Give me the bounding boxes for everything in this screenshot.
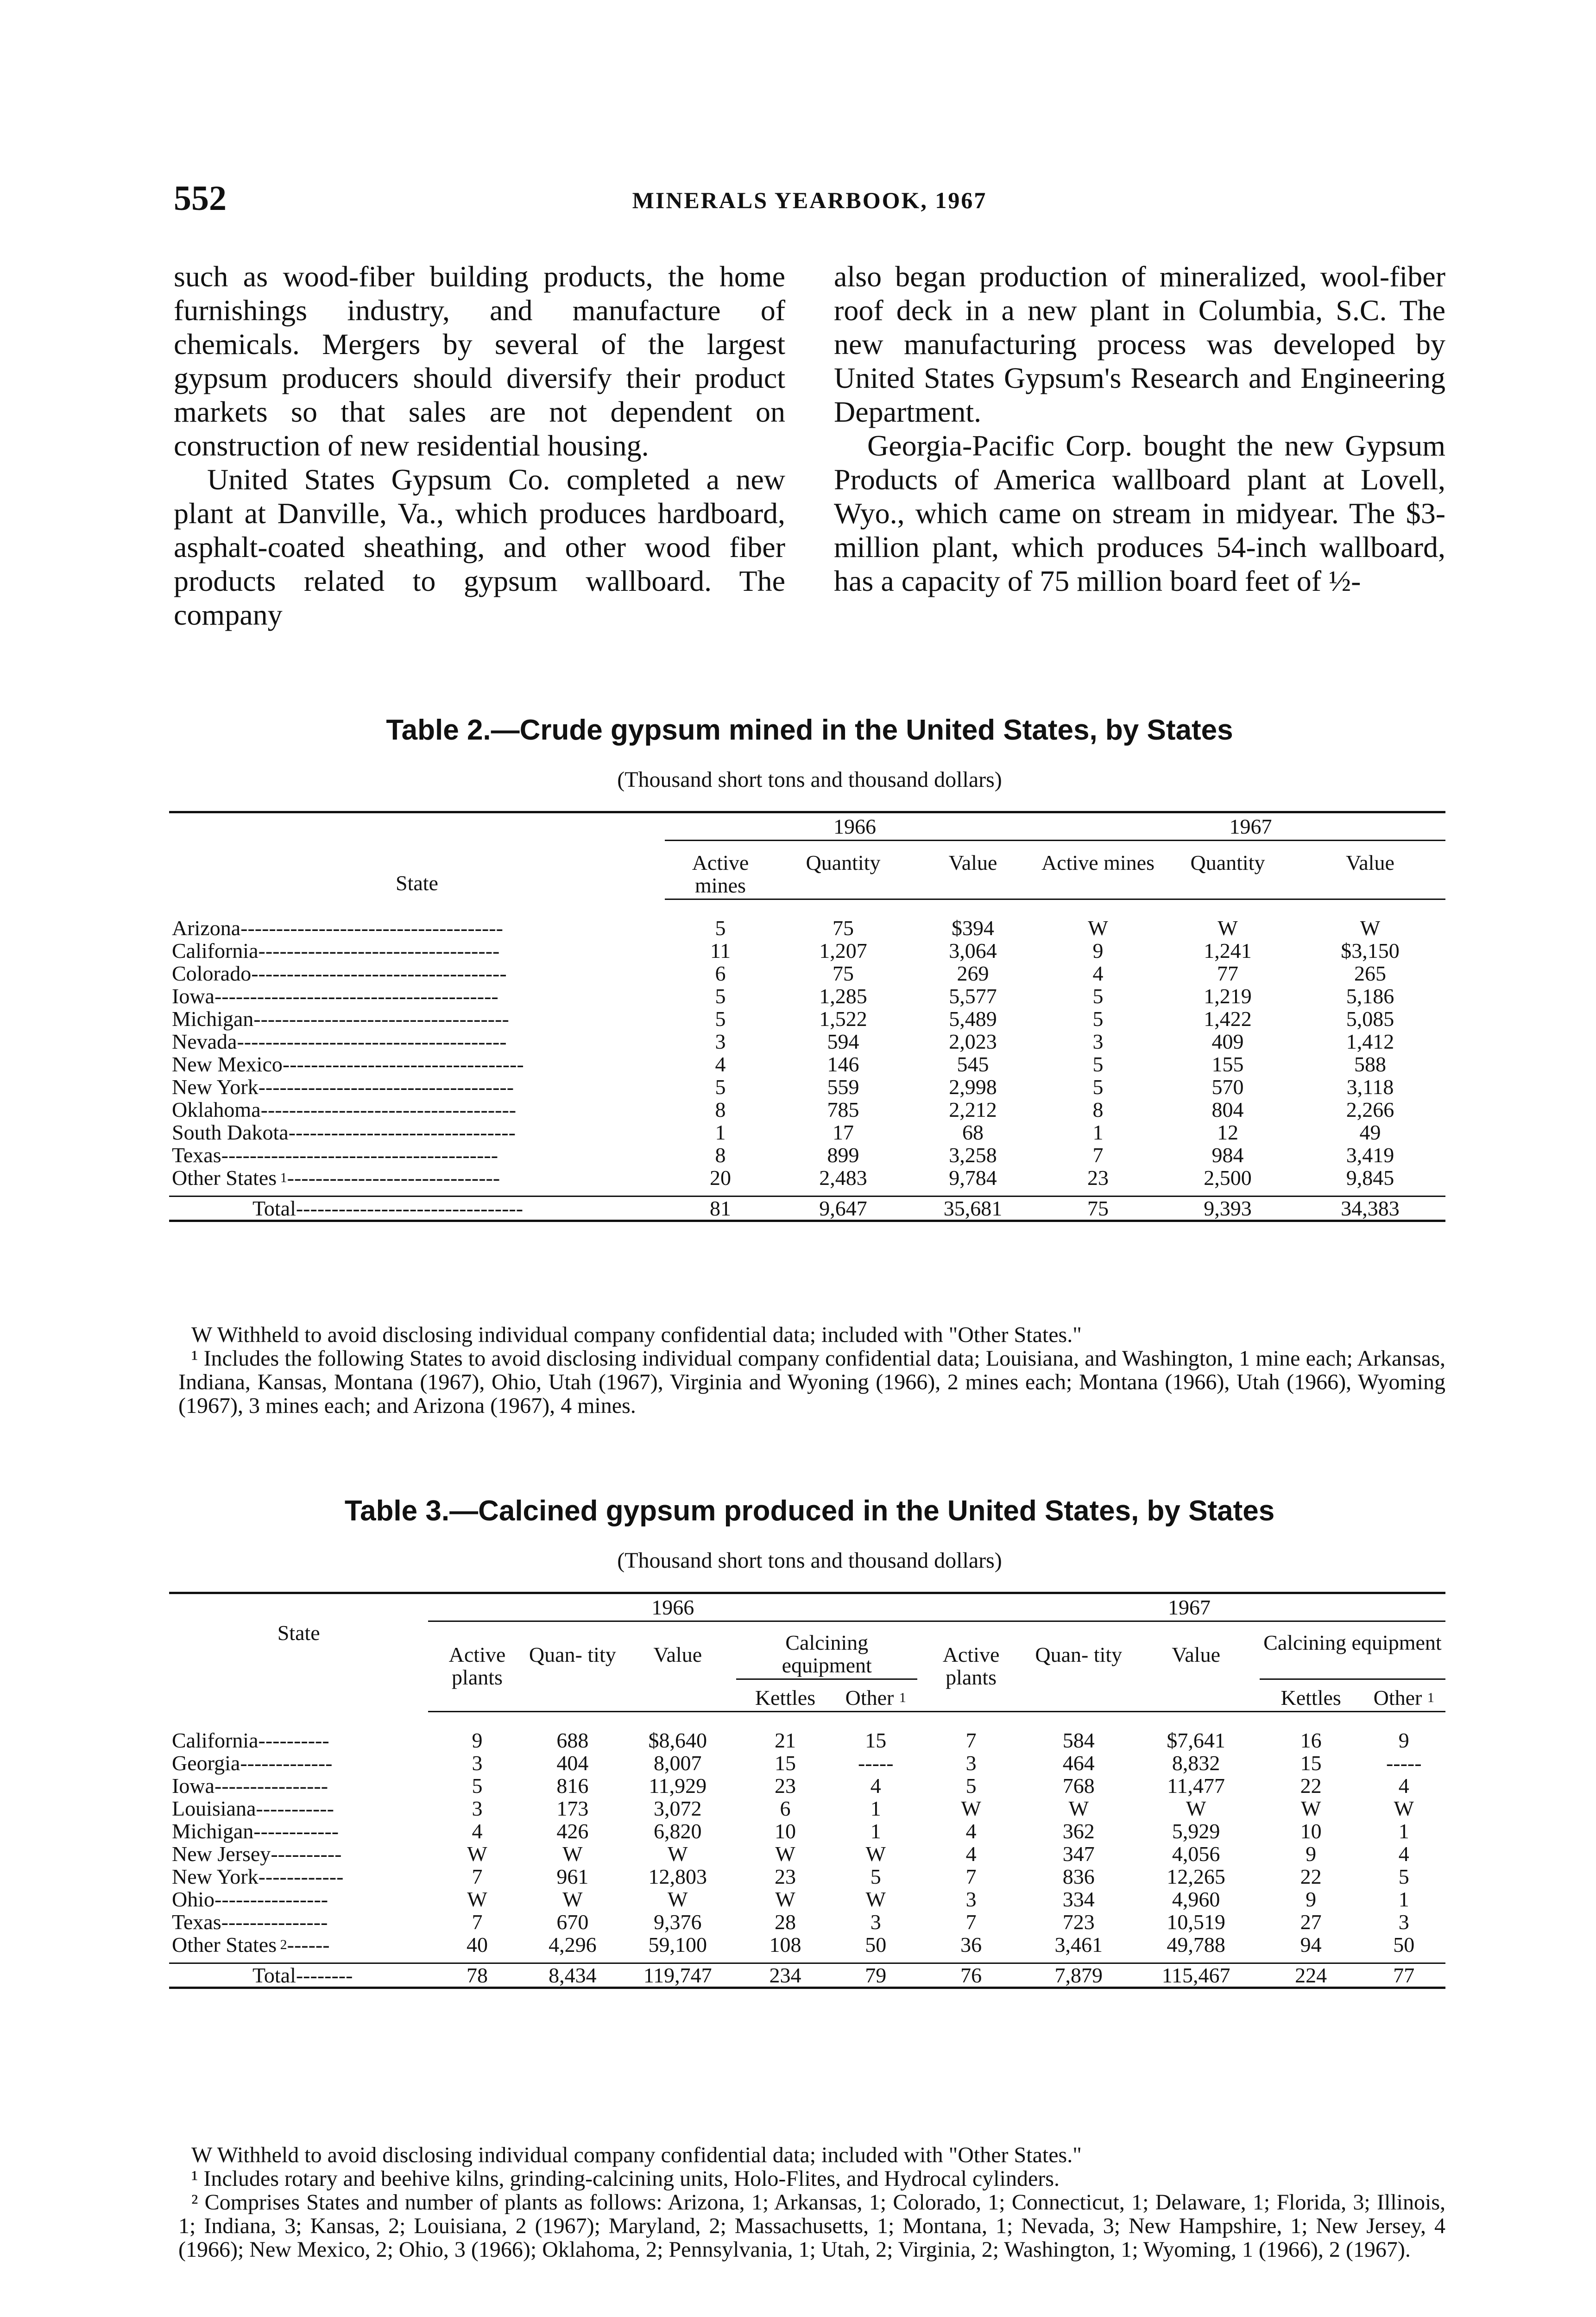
table-cell: 5 bbox=[1092, 984, 1104, 1008]
table-cell: 75 bbox=[833, 916, 854, 940]
table-cell: 3 bbox=[715, 1030, 726, 1053]
table-cell: 3,258 bbox=[949, 1143, 997, 1167]
table-cell: 11,477 bbox=[1167, 1774, 1225, 1798]
table-cell: 5,085 bbox=[1346, 1007, 1394, 1031]
table-cell: 27 bbox=[1300, 1910, 1322, 1934]
table-row bbox=[169, 1774, 1445, 1797]
table-row bbox=[169, 1007, 1445, 1030]
table-cell: 688 bbox=[556, 1728, 589, 1752]
table-row bbox=[169, 1797, 1445, 1820]
table-cell: W bbox=[1394, 1797, 1414, 1820]
table-cell: 9 bbox=[1398, 1728, 1409, 1752]
row-label: Michigan------------ bbox=[172, 1819, 339, 1843]
row-label: Nevada-------------------------------------- bbox=[172, 1030, 507, 1053]
table-cell: 4 bbox=[715, 1052, 726, 1076]
table-cell: 836 bbox=[1062, 1865, 1095, 1888]
table-cell: 5 bbox=[1092, 1007, 1104, 1031]
table-cell: 17 bbox=[833, 1121, 854, 1144]
footnote: W Withheld to avoid disclosing individual company confidential data; included with "Other States." bbox=[191, 1323, 1082, 1347]
table-cell: 1 bbox=[870, 1797, 881, 1820]
table-cell: 9 bbox=[1306, 1887, 1317, 1911]
table-cell: 1,219 bbox=[1204, 984, 1252, 1008]
table2-header-1967: 1967 bbox=[1035, 812, 1445, 841]
table-cell: 3,419 bbox=[1346, 1143, 1394, 1167]
table3-subtitle: (Thousand short tons and thousand dollars) bbox=[617, 1548, 1002, 1573]
page-number: 552 bbox=[174, 179, 227, 218]
table-cell: 9 bbox=[472, 1728, 483, 1752]
table3-header-other: Other $^1$ bbox=[834, 1679, 917, 1712]
table-cell: 75 bbox=[833, 962, 854, 985]
table-cell: 20 bbox=[710, 1166, 731, 1190]
table3-title: Table 3.—Calcined gypsum produced in the United States, by States bbox=[344, 1495, 1275, 1527]
table3-header-value: Value bbox=[1132, 1621, 1259, 1712]
page-header bbox=[174, 178, 1445, 218]
table-cell: W bbox=[961, 1797, 981, 1820]
table-cell: $3,150 bbox=[1341, 939, 1400, 962]
table-cell: 4 bbox=[1398, 1774, 1409, 1798]
row-label: Louisiana----------- bbox=[172, 1797, 334, 1820]
total-cell: 75 bbox=[1035, 1196, 1161, 1221]
total-cell: 77 bbox=[1363, 1963, 1446, 1988]
table-cell: W bbox=[1360, 916, 1381, 940]
table3-header-quantity: Quan- tity bbox=[1025, 1621, 1132, 1712]
table3-grid bbox=[169, 1592, 1445, 1989]
footnote: ¹ Includes the following States to avoid disclosing individual company confidential data; Louisiana, and Washington, 1 mine each; Arkansas, Indiana, Kansas, Montana (1967), Ohio, Utah (1967), Virginia and Wyoning (1966), 2 mines each; Montana (1966), Utah (1966), Wyoming (1967), 3 mines each; and Arizona (1967), 4 mines. bbox=[178, 1346, 1445, 1418]
table-cell: 11,929 bbox=[649, 1774, 707, 1798]
row-label: Ohio---------------- bbox=[172, 1887, 328, 1911]
table-cell: 5 bbox=[965, 1774, 977, 1798]
table-row bbox=[169, 939, 1445, 962]
table-cell: 10 bbox=[1300, 1819, 1322, 1843]
table-row bbox=[169, 1076, 1445, 1098]
table-cell: 12,265 bbox=[1167, 1865, 1225, 1888]
paragraph: Georgia-Pacific Corp. bought the new Gypsum Products of America wallboard plant at Lovell, Wyo., which came on stream in midyear. The $3-million plant, which produces 54-inch wallboard, has a capacity of 75 million board feet of ½- bbox=[834, 429, 1445, 597]
table-cell: 4 bbox=[870, 1774, 881, 1798]
table2-header-state: State bbox=[169, 812, 665, 899]
table-cell: 7 bbox=[472, 1865, 483, 1888]
table-cell: 6 bbox=[780, 1797, 791, 1820]
row-label: New York------------------------------------ bbox=[172, 1075, 514, 1099]
total-cell: 224 bbox=[1260, 1963, 1363, 1988]
table-cell: 68 bbox=[962, 1121, 984, 1144]
table-cell: 9,784 bbox=[949, 1166, 997, 1190]
table-cell: 670 bbox=[556, 1910, 589, 1934]
table-cell: 7 bbox=[472, 1910, 483, 1934]
table-cell: 1,522 bbox=[819, 1007, 867, 1031]
table-cell: 3 bbox=[965, 1887, 977, 1911]
table-cell: 5 bbox=[1398, 1865, 1409, 1888]
table-cell: W bbox=[562, 1842, 583, 1866]
table2-header-1966: 1966 bbox=[665, 812, 1035, 841]
table-cell: W bbox=[865, 1842, 886, 1866]
row-label: South Dakota-------------------------------- bbox=[172, 1121, 516, 1144]
table-cell: 10 bbox=[774, 1819, 796, 1843]
total-cell: 234 bbox=[736, 1963, 834, 1988]
table-cell: 3 bbox=[870, 1910, 881, 1934]
table-cell: 155 bbox=[1211, 1052, 1244, 1076]
row-label: Michigan------------------------------------ bbox=[172, 1007, 509, 1031]
table2-header-value: Value bbox=[1295, 841, 1445, 899]
table-cell: 12 bbox=[1217, 1121, 1238, 1144]
table-cell: 2,483 bbox=[819, 1166, 867, 1190]
paragraph: United States Gypsum Co. completed a new plant at Danville, Va., which produces hardboard, asphalt-coated sheathing, and other wood fiber products related to gypsum wallboard. The company bbox=[174, 463, 785, 631]
table-cell: W bbox=[865, 1887, 886, 1911]
table3-header-1967: 1967 bbox=[917, 1593, 1445, 1621]
table-cell: W bbox=[1088, 916, 1108, 940]
total-cell: 8,434 bbox=[526, 1963, 619, 1988]
table-cell: 8 bbox=[715, 1098, 726, 1121]
table-cell: 3,064 bbox=[949, 939, 997, 962]
table-cell: 28 bbox=[774, 1910, 796, 1934]
table-cell: 3,072 bbox=[654, 1797, 702, 1820]
row-label: California---------------------------------- bbox=[172, 939, 500, 962]
table-cell: 94 bbox=[1300, 1933, 1322, 1956]
table-cell: $8,640 bbox=[648, 1728, 707, 1752]
table2-header-quantity: Quantity bbox=[1161, 841, 1295, 899]
table-cell: 9 bbox=[1306, 1842, 1317, 1866]
row-label: New Mexico---------------------------------- bbox=[172, 1052, 524, 1076]
table-row bbox=[169, 985, 1445, 1007]
table-cell: 961 bbox=[556, 1865, 589, 1888]
table-row bbox=[169, 1144, 1445, 1166]
table3-header-state: State bbox=[169, 1593, 428, 1712]
table2-body bbox=[169, 899, 1445, 1221]
table-cell: 1,207 bbox=[819, 939, 867, 962]
table-cell: 4,056 bbox=[1172, 1842, 1220, 1866]
table-cell: W bbox=[668, 1887, 688, 1911]
table-cell: 334 bbox=[1062, 1887, 1095, 1911]
table-cell: 1 bbox=[870, 1819, 881, 1843]
table-cell: 4 bbox=[472, 1819, 483, 1843]
table3-footnotes bbox=[178, 2143, 1445, 2261]
table-cell: 1,241 bbox=[1204, 939, 1252, 962]
table-cell: W bbox=[775, 1842, 795, 1866]
table-cell: 5 bbox=[1092, 1075, 1104, 1099]
table-cell: W bbox=[775, 1887, 795, 1911]
table-cell: 409 bbox=[1211, 1030, 1244, 1053]
total-row bbox=[169, 1196, 1445, 1221]
total-cell: 79 bbox=[834, 1963, 917, 1988]
table-cell: W bbox=[562, 1887, 583, 1911]
table-cell: 7 bbox=[965, 1728, 977, 1752]
footnote: ¹ Includes rotary and beehive kilns, grinding-calcining units, Holo-Flites, and Hydrocal cylinders. bbox=[191, 2166, 1060, 2191]
table2 bbox=[169, 811, 1445, 1222]
table-cell: 559 bbox=[827, 1075, 859, 1099]
row-label: Other States $^2$------ bbox=[172, 1933, 330, 1956]
table-row bbox=[169, 1865, 1445, 1888]
table-cell: 5 bbox=[1092, 1052, 1104, 1076]
table-cell: 6 bbox=[715, 962, 726, 985]
table-cell: W bbox=[467, 1887, 487, 1911]
table-cell: 8 bbox=[1092, 1098, 1104, 1121]
table-cell: 21 bbox=[774, 1728, 796, 1752]
table-cell: 804 bbox=[1211, 1098, 1244, 1121]
table-cell: 768 bbox=[1062, 1774, 1095, 1798]
table-cell: 816 bbox=[556, 1774, 589, 1798]
table-cell: 1,422 bbox=[1204, 1007, 1252, 1031]
table-cell: 5 bbox=[715, 984, 726, 1008]
table-row bbox=[169, 1933, 1445, 1956]
table-cell: 11 bbox=[710, 939, 731, 962]
table-row bbox=[169, 1729, 1445, 1752]
table-cell: ----- bbox=[858, 1751, 894, 1775]
table-row bbox=[169, 1030, 1445, 1053]
table3-header-calcining: Calcining equipment bbox=[1260, 1621, 1445, 1679]
table3-header-other: Other $^1$ bbox=[1363, 1679, 1446, 1712]
body-column-left bbox=[174, 260, 785, 632]
table2-title: Table 2.—Crude gypsum mined in the United States, by States bbox=[386, 714, 1233, 746]
table-cell: 5,489 bbox=[949, 1007, 997, 1031]
table-cell: 5 bbox=[715, 916, 726, 940]
table-cell: 545 bbox=[957, 1052, 989, 1076]
table-row bbox=[169, 1820, 1445, 1842]
table-cell: 584 bbox=[1062, 1728, 1095, 1752]
paragraph: also began production of mineralized, wool-fiber roof deck in a new plant in Columbia, S.C. The new manufacturing process was developed by United States Gypsum's Research and Engineering Department. bbox=[834, 260, 1445, 428]
table-cell: $394 bbox=[952, 916, 994, 940]
running-head: MINERALS YEARBOOK, 1967 bbox=[632, 187, 987, 213]
row-label: Iowa---------------- bbox=[172, 1774, 328, 1798]
table-cell: 4,296 bbox=[549, 1933, 597, 1956]
table-cell: 40 bbox=[466, 1933, 488, 1956]
table-cell: 594 bbox=[827, 1030, 859, 1053]
table-cell: 2,023 bbox=[949, 1030, 997, 1053]
total-cell: 76 bbox=[917, 1963, 1025, 1988]
table2-subtitle: (Thousand short tons and thousand dollars) bbox=[617, 767, 1002, 792]
table2-header-active-mines: Active mines bbox=[1035, 841, 1161, 899]
table-cell: 8,007 bbox=[654, 1751, 702, 1775]
table-cell: 899 bbox=[827, 1143, 859, 1167]
table3-header-active-plants: Active plants bbox=[917, 1621, 1025, 1712]
table-cell: 49 bbox=[1359, 1121, 1381, 1144]
table-cell: 1 bbox=[1092, 1121, 1104, 1144]
table-cell: 3 bbox=[472, 1797, 483, 1820]
table-cell: 59,100 bbox=[648, 1933, 707, 1956]
table-cell: 23 bbox=[774, 1865, 796, 1888]
table-cell: 9,845 bbox=[1346, 1166, 1394, 1190]
table-cell: 588 bbox=[1354, 1052, 1386, 1076]
table-cell: 1,412 bbox=[1346, 1030, 1394, 1053]
total-cell: 81 bbox=[665, 1196, 776, 1221]
table-cell: 9,376 bbox=[654, 1910, 702, 1934]
table-cell: 464 bbox=[1062, 1751, 1095, 1775]
table-row bbox=[169, 917, 1445, 939]
table-cell: 3,118 bbox=[1346, 1075, 1394, 1099]
table-cell: 4 bbox=[1092, 962, 1104, 985]
table3-header-kettles: Kettles bbox=[1260, 1679, 1363, 1712]
row-label: Oklahoma------------------------------------ bbox=[172, 1098, 517, 1121]
table-cell: 7 bbox=[1092, 1143, 1104, 1167]
table2-footnotes bbox=[178, 1323, 1445, 1418]
table-cell: 723 bbox=[1062, 1910, 1095, 1934]
table-cell: 36 bbox=[960, 1933, 982, 1956]
table-cell: W bbox=[1300, 1797, 1321, 1820]
table-cell: 984 bbox=[1211, 1143, 1244, 1167]
table-cell: 22 bbox=[1300, 1865, 1322, 1888]
table-cell: 3,461 bbox=[1054, 1933, 1103, 1956]
table-cell: 173 bbox=[556, 1797, 589, 1820]
table-cell: 10,519 bbox=[1167, 1910, 1225, 1934]
table-cell: 4,960 bbox=[1172, 1887, 1220, 1911]
table3-header-quantity: Quan- tity bbox=[526, 1621, 619, 1712]
table-row bbox=[169, 1053, 1445, 1076]
table-cell: 265 bbox=[1354, 962, 1386, 985]
table-cell: 5 bbox=[715, 1007, 726, 1031]
footnote: ² Comprises States and number of plants as follows: Arizona, 1; Arkansas, 1; Colorado, 1; Connecticut, 1; Delaware, 1; Florida, 3; Illinois, 1; Indiana, 3; Kansas, 2; Louisiana, 2 (1967); Maryland, 2; Massachusetts, 1; Montana, 1; Nevada, 3; New Hampshire, 1; New Jersey, 4 (1966); New Mexico, 2; Ohio, 3 (1966); Oklahoma, 2; Pennsylvania, 1; Utah, 2; Virginia, 2; Washington, 1; Wyoming, 1 (1966), 2 (1967). bbox=[178, 2190, 1445, 2262]
total-cell: 7,879 bbox=[1025, 1963, 1132, 1988]
table-cell: 269 bbox=[957, 962, 989, 985]
table-cell: 3 bbox=[472, 1751, 483, 1775]
table2-header-quantity: Quantity bbox=[776, 841, 910, 899]
table-row bbox=[169, 1121, 1445, 1144]
table-cell: 785 bbox=[827, 1098, 859, 1121]
table-cell: 2,266 bbox=[1346, 1098, 1394, 1121]
table-cell: 4 bbox=[965, 1842, 977, 1866]
table-cell: $7,641 bbox=[1167, 1728, 1225, 1752]
table-cell: 22 bbox=[1300, 1774, 1322, 1798]
table-cell: 404 bbox=[556, 1751, 589, 1775]
table-cell: 16 bbox=[1300, 1728, 1322, 1752]
table-row bbox=[169, 1752, 1445, 1774]
table2-header-value: Value bbox=[910, 841, 1035, 899]
table-cell: 4 bbox=[965, 1819, 977, 1843]
total-cell: 34,383 bbox=[1295, 1196, 1445, 1221]
table-cell: 2,998 bbox=[949, 1075, 997, 1099]
row-label: Texas--------------- bbox=[172, 1910, 328, 1934]
table3-body bbox=[169, 1712, 1445, 1988]
total-cell: 35,681 bbox=[910, 1196, 1035, 1221]
table3-header-active-plants: Active plants bbox=[428, 1621, 526, 1712]
total-label: Total-------- bbox=[169, 1963, 428, 1988]
table-cell: 347 bbox=[1062, 1842, 1095, 1866]
table-cell: 12,803 bbox=[648, 1865, 707, 1888]
table-cell: W bbox=[467, 1842, 487, 1866]
table-row bbox=[169, 1842, 1445, 1865]
row-label: New York------------ bbox=[172, 1865, 344, 1888]
table-cell: 7 bbox=[965, 1910, 977, 1934]
table-cell: 23 bbox=[1087, 1166, 1109, 1190]
total-cell: 78 bbox=[428, 1963, 526, 1988]
table-cell: 5,577 bbox=[949, 984, 997, 1008]
table-cell: 3 bbox=[1398, 1910, 1409, 1934]
paragraph: such as wood-fiber building products, the home furnishings industry, and manufacture of chemicals. Mergers by several of the largest gypsum producers should diversify their product markets so that sales are not dependent on construction of new residential housing. bbox=[174, 260, 785, 462]
table-cell: 1 bbox=[715, 1121, 726, 1144]
table-cell: 5,929 bbox=[1172, 1819, 1220, 1843]
table-cell: 426 bbox=[556, 1819, 589, 1843]
table-cell: 1,285 bbox=[819, 984, 867, 1008]
table-cell: 7 bbox=[965, 1865, 977, 1888]
table3-header-kettles: Kettles bbox=[736, 1679, 834, 1712]
table-cell: 23 bbox=[774, 1774, 796, 1798]
table-cell: 8 bbox=[715, 1143, 726, 1167]
table-cell: 362 bbox=[1062, 1819, 1095, 1843]
row-label: California---------- bbox=[172, 1728, 329, 1752]
table-row bbox=[169, 1888, 1445, 1911]
table2-header-active-mines: Active mines bbox=[665, 841, 776, 899]
table-cell: 77 bbox=[1217, 962, 1238, 985]
table-row bbox=[169, 1098, 1445, 1121]
row-label: Colorado------------------------------------ bbox=[172, 962, 507, 985]
total-label: Total-------------------------------- bbox=[169, 1196, 665, 1221]
table3-header-value: Value bbox=[619, 1621, 736, 1712]
table-cell: 6,820 bbox=[654, 1819, 702, 1843]
table-cell: 50 bbox=[865, 1933, 887, 1956]
total-cell: 9,393 bbox=[1161, 1196, 1295, 1221]
total-cell: 9,647 bbox=[776, 1196, 910, 1221]
row-label: New Jersey---------- bbox=[172, 1842, 342, 1866]
table-cell: 9 bbox=[1092, 939, 1104, 962]
row-label: Georgia------------- bbox=[172, 1751, 333, 1775]
table3-header-calcining: Calcining equipment bbox=[736, 1621, 917, 1679]
table-cell: 2,500 bbox=[1204, 1166, 1252, 1190]
table-cell: 15 bbox=[774, 1751, 796, 1775]
table-row bbox=[169, 1166, 1445, 1189]
body-column-right bbox=[834, 260, 1445, 598]
table-cell: 570 bbox=[1211, 1075, 1244, 1099]
table-cell: ----- bbox=[1386, 1751, 1422, 1775]
table3 bbox=[169, 1592, 1445, 1989]
table-cell: 5 bbox=[870, 1865, 881, 1888]
footnote: W Withheld to avoid disclosing individual company confidential data; included with "Other States." bbox=[191, 2143, 1082, 2167]
table2-grid bbox=[169, 811, 1445, 1222]
table-row bbox=[169, 1911, 1445, 1933]
table-cell: 49,788 bbox=[1167, 1933, 1225, 1956]
table-cell: 4 bbox=[1398, 1842, 1409, 1866]
table-cell: W bbox=[1218, 916, 1238, 940]
total-cell: 115,467 bbox=[1132, 1963, 1259, 1988]
table-cell: 5 bbox=[715, 1075, 726, 1099]
table-cell: 3 bbox=[965, 1751, 977, 1775]
table-cell: 1 bbox=[1398, 1819, 1409, 1843]
table-cell: 15 bbox=[865, 1728, 887, 1752]
table-cell: W bbox=[668, 1842, 688, 1866]
table-cell: 2,212 bbox=[949, 1098, 997, 1121]
row-label: Arizona------------------------------------- bbox=[172, 916, 503, 940]
table-cell: 5 bbox=[472, 1774, 483, 1798]
row-label: Other States $^1$------------------------------ bbox=[172, 1166, 500, 1190]
table-cell: 108 bbox=[769, 1933, 801, 1956]
table3-header-1966: 1966 bbox=[428, 1593, 917, 1621]
row-label: Texas--------------------------------------- bbox=[172, 1143, 498, 1167]
total-row bbox=[169, 1963, 1445, 1988]
table-cell: W bbox=[1186, 1797, 1206, 1820]
table-row bbox=[169, 962, 1445, 985]
table-cell: 3 bbox=[1092, 1030, 1104, 1053]
table-cell: 146 bbox=[827, 1052, 859, 1076]
table-cell: 50 bbox=[1393, 1933, 1415, 1956]
table-cell: W bbox=[1068, 1797, 1089, 1820]
table-cell: 8,832 bbox=[1172, 1751, 1220, 1775]
table-cell: 15 bbox=[1300, 1751, 1322, 1775]
row-label: Iowa---------------------------------------- bbox=[172, 984, 498, 1008]
table-cell: 5,186 bbox=[1346, 984, 1394, 1008]
table-cell: 1 bbox=[1398, 1887, 1409, 1911]
total-cell: 119,747 bbox=[619, 1963, 736, 1988]
